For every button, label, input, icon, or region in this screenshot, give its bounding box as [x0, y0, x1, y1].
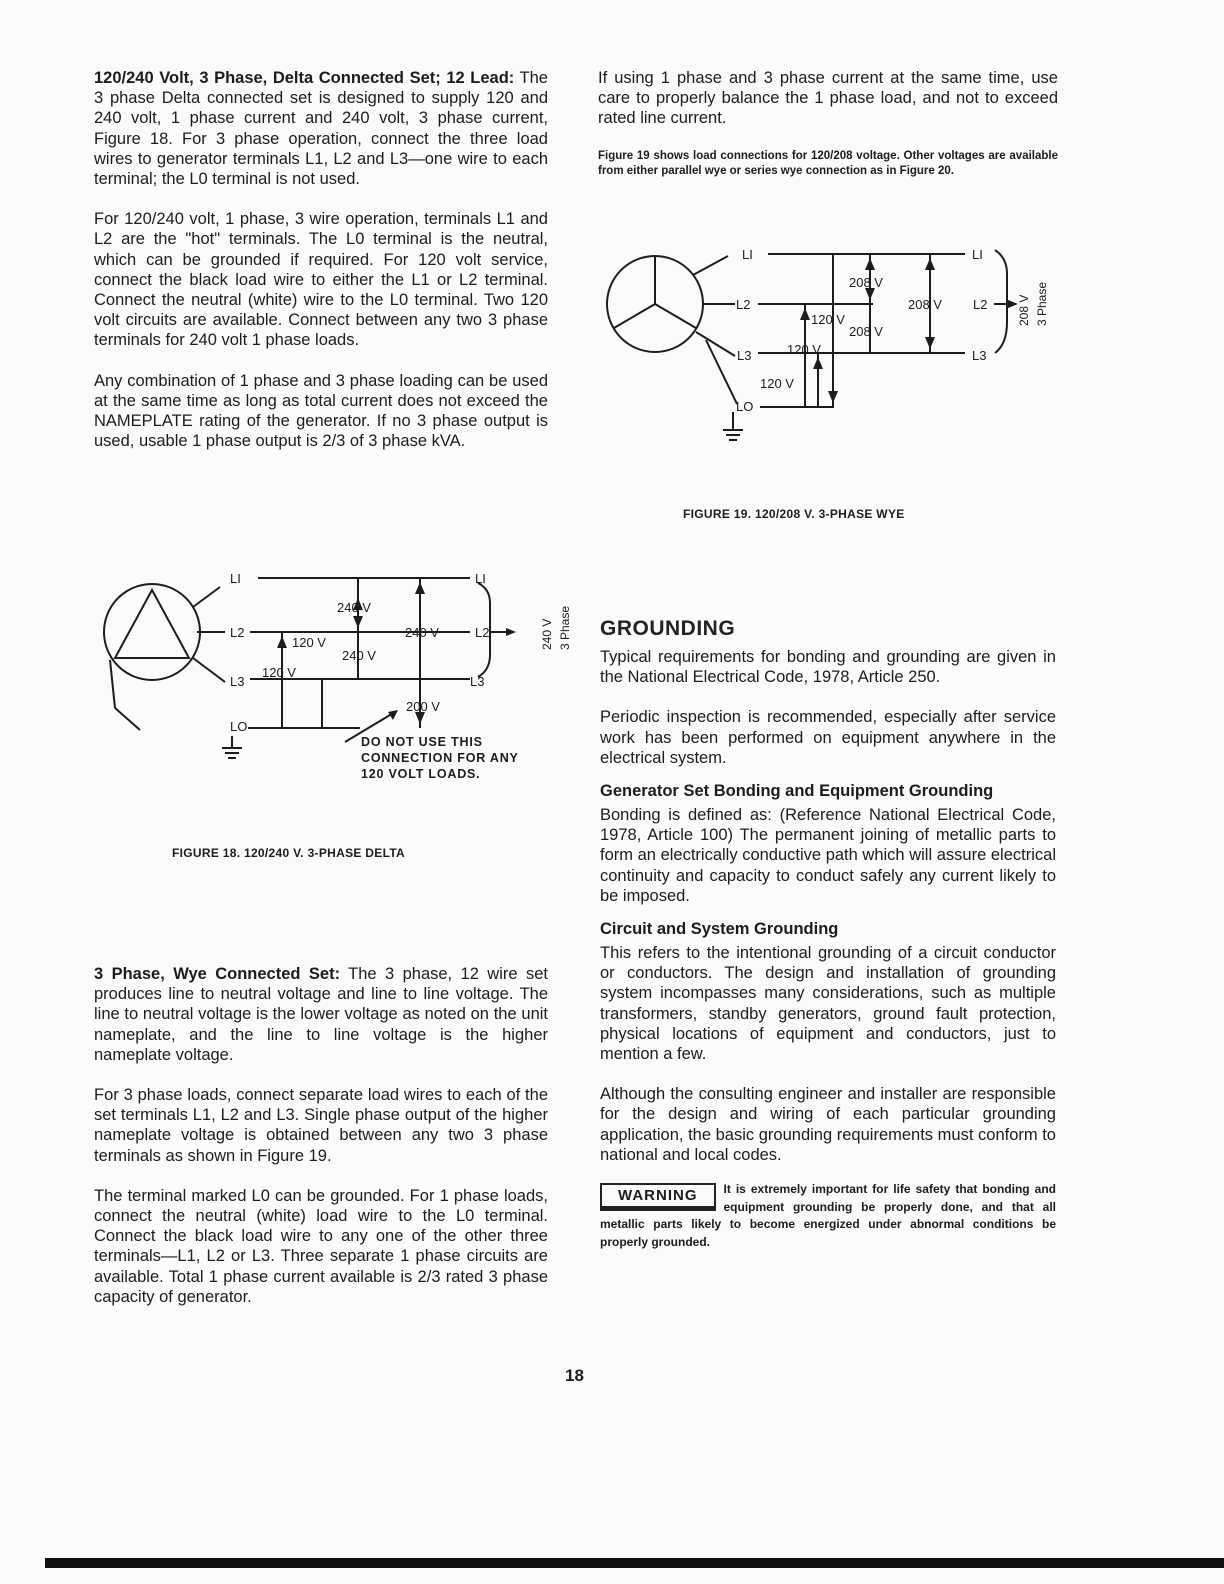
fig19-label-L2: L2 [736, 297, 751, 312]
delta-paragraph-2: For 120/240 volt, 1 phase, 3 wire operation, terminals L1 and L2 are the "hot" terminals. The L0 terminal is the neutral, which can be grounded if required. For 120 volt service, connect the black load wire to either the L1 or L2 terminal. Connect the neutral (white) wire to the L0 terminal. Two 120 volt circuits are available. Connect between any two 3 phase terminals for 240 volt 1 phase loads. [94, 210, 548, 350]
fig19-label-L2-right: L2 [973, 297, 988, 312]
fig18-warning-line-3: 120 VOLT LOADS. [361, 767, 481, 781]
circuit-paragraph-2: Although the consulting engineer and installer are responsible for the design and wiring of each particular grounding application, the basic grounding requirements must conform to national and local codes. [600, 1085, 1056, 1164]
bonding-paragraph: Bonding is defined as: (Reference National Electrical Code, 1978, Article 100) The permanent joining of metallic parts to form an electrically conductive path which will assure electrical continuity and capacity to conduct safely any current likely to be imposed. [600, 806, 1056, 905]
fig19-side-voltage: 208 V [1017, 294, 1031, 326]
intro-paragraph: If using 1 phase and 3 phase current at the same time, use care to properly balance the 1 phase load, and not to exceed rated line current. [598, 69, 1058, 128]
wye-heading: 3 Phase, Wye Connected Set: [94, 965, 341, 983]
delta-heading: 120/240 Volt, 3 Phase, Delta Connected Set; 12 Lead: [94, 69, 515, 87]
fig18-voltage-120-a: 120 V [292, 635, 326, 650]
fig19-label-L3-right: L3 [972, 348, 987, 363]
fig19-voltage-120-c: 120 V [760, 376, 794, 391]
fig18-warning-line-2: CONNECTION FOR ANY [361, 751, 519, 765]
wye-paragraph-2: For 3 phase loads, connect separate load wires to each of the set terminals L1, L2 and L3. Single phase output of the higher nameplate voltage is obtained between any two 3 phase terminals as shown in Figure 19. [94, 1086, 548, 1165]
figure-19-caption: FIGURE 19. 120/208 V. 3-PHASE WYE [683, 507, 905, 521]
fig19-voltage-208-c: 208 V [849, 324, 883, 339]
delta-paragraph-3: Any combination of 1 phase and 3 phase loading can be used at the same time as long as total current does not exceed the NAMEPLATE rating of the generator. If no 3 phase output is used, usable 1 phase output is 2/3 of 3 phase kVA. [94, 371, 548, 451]
fig19-voltage-208-a: 208 V [849, 275, 883, 290]
circuit-grounding-heading: Circuit and System Grounding [600, 920, 839, 939]
fig19-label-L1: LI [742, 247, 753, 262]
fig18-side-phase: 3 Phase [558, 605, 572, 650]
warning-label: WARNING [600, 1183, 716, 1211]
fig18-label-L2-right: L2 [475, 625, 490, 640]
bonding-heading: Generator Set Bonding and Equipment Grounding [600, 782, 994, 801]
fig18-label-L3-right: L3 [470, 674, 485, 689]
fig18-label-L0: LO [230, 719, 248, 734]
fig19-label-L1-right: LI [972, 247, 983, 262]
fig19-voltage-120-b: 120 V [787, 342, 821, 357]
left-column [94, 68, 548, 451]
figure-19-note: Figure 19 shows load connections for 120/208 voltage. Other voltages are available from either parallel wye or series wye connection as in Figure 20. [598, 149, 1058, 177]
delta-paragraph-1: The 3 phase Delta connected set is designed to supply 120 and 240 volt, 1 phase current and 240 volt, 3 phase current, Figure 18. For 3 phase operation, connect the three load wires to generator terminals L1, L2 and L3—one wire to each terminal; the L0 terminal is not used. [94, 69, 548, 189]
fig18-warning-line-1: DO NOT USE THIS [361, 735, 483, 749]
fig18-voltage-200: 200 V [406, 699, 440, 714]
wye-paragraph-3: The terminal marked L0 can be grounded. For 1 phase loads, connect the neutral (white) load wire to the L0 terminal. Connect the black load wire to any one of the other three terminals—L1, L2 or L3. Three separate 1 phase circuits are available. Total 1 phase current available is 2/3 rated 3 phase capacity of generator. [94, 1186, 548, 1306]
figure-19-wye-diagram [605, 235, 1055, 455]
fig19-voltage-120-a: 120 V [811, 312, 845, 327]
warning-block [600, 1181, 1056, 1251]
fig18-voltage-240-c: 240 V [342, 648, 376, 663]
fig18-label-L3: L3 [230, 674, 245, 689]
wye-section [94, 964, 548, 1307]
grounding-paragraph-1: Typical requirements for bonding and grounding are given in the National Electrical Code, 1978, Article 250. [600, 648, 1056, 687]
wye-paragraph-1-text: The 3 phase, 12 wire set produces line to neutral voltage and line to line voltage. The line to neutral voltage is the lower voltage as noted on the unit nameplate, and the line to line voltage is the higher nameplate voltage. [94, 965, 548, 1064]
grounding-paragraph-2: Periodic inspection is recommended, especially after service work has been performed on equipment anywhere in the electrical system. [600, 708, 1056, 767]
bottom-rule [45, 1558, 1224, 1568]
fig18-side-voltage: 240 V [540, 618, 554, 650]
page-number: 18 [565, 1366, 584, 1385]
grounding-section [600, 617, 1056, 1251]
wye-paragraph-1 [94, 964, 548, 1065]
fig19-side-phase: 3 Phase [1035, 281, 1049, 326]
fig18-label-L1: LI [230, 571, 241, 586]
fig18-voltage-240-a: 240 V [337, 600, 371, 615]
fig18-voltage-240-b: 240 V [405, 625, 439, 640]
generator-circle [104, 584, 200, 680]
figure-18-caption: FIGURE 18. 120/240 V. 3-PHASE DELTA [172, 846, 406, 860]
delta-triangle [115, 590, 189, 658]
fig19-voltage-208-b: 208 V [908, 297, 942, 312]
circuit-paragraph-1: This refers to the intentional grounding of a circuit conductor or conductors. The design and installation of grounding system incompasses many considerations, such as multiple transformers, standby generators, ground fault protection, physical locations of equipment and conductors, just to mention a few. [600, 944, 1056, 1064]
fig18-label-L2: L2 [230, 625, 245, 640]
fig18-voltage-120-b: 120 V [262, 665, 296, 680]
fig18-label-L1-right: LI [475, 571, 486, 586]
right-column-top [598, 68, 1058, 179]
fig19-label-L3: L3 [737, 348, 752, 363]
fig19-label-L0: LO [736, 399, 754, 414]
warning-text: It is extremely important for life safety that bonding and equipment grounding be properly done, and that all metallic parts likely to become energized under abnormal conditions be properly grounded. [600, 1182, 1056, 1249]
delta-section [94, 68, 548, 189]
figure-18-delta-diagram [95, 565, 572, 790]
grounding-title: GROUNDING [600, 617, 736, 640]
